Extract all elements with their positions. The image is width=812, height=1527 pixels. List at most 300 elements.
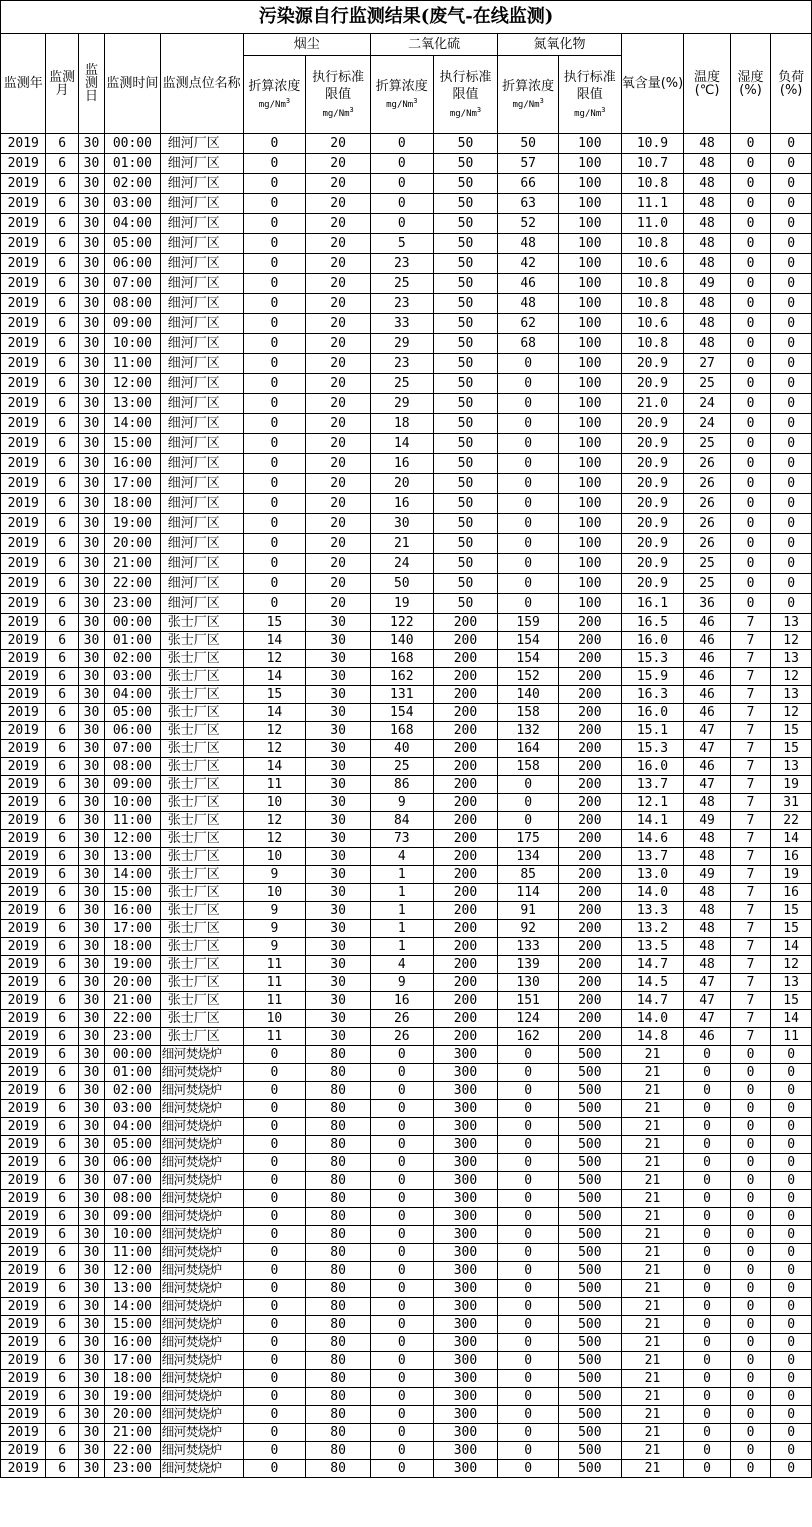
cell-dust-conc: 14 <box>243 668 306 686</box>
cell-year: 2019 <box>1 234 46 254</box>
cell-month: 6 <box>46 534 78 554</box>
cell-month: 6 <box>46 794 78 812</box>
table-row <box>1 1370 812 1388</box>
cell-nox-conc: 57 <box>498 154 559 174</box>
cell-day: 30 <box>78 394 104 414</box>
cell-month: 6 <box>46 454 78 474</box>
cell-site: 细河焚烧炉 <box>160 1442 243 1460</box>
cell-site: 细河焚烧炉 <box>160 1244 243 1262</box>
cell-year: 2019 <box>1 1334 46 1352</box>
cell-site: 细河厂区 <box>160 494 243 514</box>
cell-humidity: 0 <box>730 1244 770 1262</box>
cell-nox-limit: 100 <box>558 414 621 434</box>
cell-time: 19:00 <box>105 956 161 974</box>
cell-dust-limit: 30 <box>306 992 371 1010</box>
cell-time: 16:00 <box>105 902 161 920</box>
cell-dust-conc: 10 <box>243 884 306 902</box>
cell-year: 2019 <box>1 704 46 722</box>
cell-load: 13 <box>771 974 812 992</box>
cell-site: 张士厂区 <box>160 938 243 956</box>
cell-so2-limit: 300 <box>433 1208 498 1226</box>
group-dust: 烟尘 <box>243 34 370 56</box>
cell-day: 30 <box>78 154 104 174</box>
cell-year: 2019 <box>1 294 46 314</box>
cell-so2-limit: 200 <box>433 1028 498 1046</box>
cell-load: 11 <box>771 1028 812 1046</box>
cell-day: 30 <box>78 594 104 614</box>
cell-oxygen: 15.3 <box>621 740 684 758</box>
col-oxygen: 氧含量(%) <box>621 34 684 134</box>
cell-so2-conc: 18 <box>370 414 433 434</box>
cell-day: 30 <box>78 758 104 776</box>
cell-nox-conc: 134 <box>498 848 559 866</box>
cell-so2-limit: 300 <box>433 1424 498 1442</box>
cell-dust-limit: 80 <box>306 1388 371 1406</box>
cell-dust-conc: 14 <box>243 632 306 650</box>
cell-so2-limit: 200 <box>433 974 498 992</box>
cell-year: 2019 <box>1 374 46 394</box>
cell-dust-conc: 12 <box>243 812 306 830</box>
cell-nox-limit: 500 <box>558 1298 621 1316</box>
cell-load: 0 <box>771 1208 812 1226</box>
cell-humidity: 0 <box>730 1316 770 1334</box>
cell-temperature: 0 <box>684 1172 731 1190</box>
cell-temperature: 48 <box>684 848 731 866</box>
cell-humidity: 0 <box>730 574 770 594</box>
cell-dust-limit: 30 <box>306 632 371 650</box>
cell-time: 17:00 <box>105 920 161 938</box>
cell-year: 2019 <box>1 848 46 866</box>
cell-site: 细河焚烧炉 <box>160 1208 243 1226</box>
cell-so2-limit: 200 <box>433 614 498 632</box>
table-row <box>1 1352 812 1370</box>
cell-dust-limit: 30 <box>306 794 371 812</box>
cell-oxygen: 21 <box>621 1064 684 1082</box>
cell-so2-conc: 4 <box>370 956 433 974</box>
cell-year: 2019 <box>1 254 46 274</box>
cell-dust-conc: 0 <box>243 1262 306 1280</box>
cell-nox-limit: 500 <box>558 1064 621 1082</box>
cell-temperature: 48 <box>684 314 731 334</box>
cell-so2-limit: 300 <box>433 1460 498 1478</box>
cell-dust-conc: 0 <box>243 1046 306 1064</box>
table-row <box>1 274 812 294</box>
cell-oxygen: 20.9 <box>621 494 684 514</box>
cell-temperature: 47 <box>684 1010 731 1028</box>
cell-nox-conc: 0 <box>498 794 559 812</box>
cell-day: 30 <box>78 494 104 514</box>
cell-dust-conc: 9 <box>243 938 306 956</box>
cell-oxygen: 10.9 <box>621 134 684 154</box>
cell-so2-limit: 200 <box>433 704 498 722</box>
cell-time: 07:00 <box>105 740 161 758</box>
cell-year: 2019 <box>1 740 46 758</box>
cell-month: 6 <box>46 848 78 866</box>
cell-humidity: 0 <box>730 234 770 254</box>
table-row <box>1 254 812 274</box>
cell-so2-limit: 200 <box>433 632 498 650</box>
cell-load: 0 <box>771 1298 812 1316</box>
cell-nox-conc: 0 <box>498 1100 559 1118</box>
cell-temperature: 48 <box>684 920 731 938</box>
cell-year: 2019 <box>1 974 46 992</box>
cell-nox-limit: 200 <box>558 992 621 1010</box>
cell-dust-limit: 30 <box>306 812 371 830</box>
cell-oxygen: 21.0 <box>621 394 684 414</box>
cell-load: 0 <box>771 1316 812 1334</box>
cell-so2-limit: 50 <box>433 374 498 394</box>
cell-so2-conc: 23 <box>370 294 433 314</box>
cell-day: 30 <box>78 354 104 374</box>
cell-time: 03:00 <box>105 194 161 214</box>
cell-dust-conc: 0 <box>243 414 306 434</box>
cell-so2-limit: 300 <box>433 1244 498 1262</box>
table-row <box>1 134 812 154</box>
cell-year: 2019 <box>1 1082 46 1100</box>
cell-nox-conc: 0 <box>498 554 559 574</box>
table-row <box>1 1082 812 1100</box>
cell-day: 30 <box>78 1262 104 1280</box>
cell-so2-conc: 0 <box>370 1442 433 1460</box>
cell-year: 2019 <box>1 1226 46 1244</box>
cell-dust-limit: 30 <box>306 920 371 938</box>
cell-site: 细河焚烧炉 <box>160 1046 243 1064</box>
table-row <box>1 992 812 1010</box>
cell-temperature: 0 <box>684 1262 731 1280</box>
cell-year: 2019 <box>1 574 46 594</box>
cell-dust-limit: 20 <box>306 454 371 474</box>
cell-nox-limit: 100 <box>558 394 621 414</box>
table-row <box>1 722 812 740</box>
cell-temperature: 0 <box>684 1226 731 1244</box>
cell-so2-limit: 200 <box>433 776 498 794</box>
cell-load: 0 <box>771 254 812 274</box>
cell-nox-limit: 100 <box>558 234 621 254</box>
cell-load: 0 <box>771 494 812 514</box>
cell-nox-limit: 200 <box>558 1010 621 1028</box>
cell-nox-limit: 500 <box>558 1118 621 1136</box>
cell-so2-conc: 0 <box>370 1064 433 1082</box>
cell-load: 0 <box>771 1136 812 1154</box>
cell-nox-limit: 100 <box>558 574 621 594</box>
cell-dust-conc: 10 <box>243 848 306 866</box>
cell-humidity: 0 <box>730 474 770 494</box>
cell-oxygen: 11.0 <box>621 214 684 234</box>
cell-dust-conc: 0 <box>243 1136 306 1154</box>
cell-humidity: 7 <box>730 758 770 776</box>
cell-month: 6 <box>46 668 78 686</box>
cell-site: 细河厂区 <box>160 234 243 254</box>
cell-nox-conc: 0 <box>498 1352 559 1370</box>
cell-so2-conc: 1 <box>370 866 433 884</box>
cell-year: 2019 <box>1 794 46 812</box>
cell-so2-limit: 300 <box>433 1172 498 1190</box>
cell-day: 30 <box>78 938 104 956</box>
cell-temperature: 0 <box>684 1442 731 1460</box>
cell-time: 16:00 <box>105 454 161 474</box>
cell-nox-limit: 500 <box>558 1352 621 1370</box>
cell-humidity: 7 <box>730 614 770 632</box>
cell-so2-conc: 20 <box>370 474 433 494</box>
cell-so2-conc: 0 <box>370 1082 433 1100</box>
cell-nox-limit: 500 <box>558 1334 621 1352</box>
cell-so2-conc: 14 <box>370 434 433 454</box>
cell-dust-conc: 0 <box>243 554 306 574</box>
cell-month: 6 <box>46 1298 78 1316</box>
cell-humidity: 0 <box>730 214 770 234</box>
cell-time: 03:00 <box>105 1100 161 1118</box>
cell-humidity: 0 <box>730 1190 770 1208</box>
cell-day: 30 <box>78 1334 104 1352</box>
cell-temperature: 48 <box>684 902 731 920</box>
cell-time: 07:00 <box>105 1172 161 1190</box>
cell-day: 30 <box>78 974 104 992</box>
cell-time: 20:00 <box>105 1406 161 1424</box>
cell-humidity: 7 <box>730 650 770 668</box>
cell-nox-limit: 500 <box>558 1100 621 1118</box>
cell-month: 6 <box>46 354 78 374</box>
cell-so2-conc: 0 <box>370 1118 433 1136</box>
cell-humidity: 7 <box>730 1028 770 1046</box>
cell-dust-limit: 30 <box>306 614 371 632</box>
cell-so2-conc: 25 <box>370 274 433 294</box>
cell-humidity: 0 <box>730 1154 770 1172</box>
cell-year: 2019 <box>1 956 46 974</box>
cell-time: 01:00 <box>105 1064 161 1082</box>
cell-time: 00:00 <box>105 614 161 632</box>
cell-oxygen: 15.1 <box>621 722 684 740</box>
cell-humidity: 0 <box>730 1334 770 1352</box>
cell-time: 18:00 <box>105 1370 161 1388</box>
cell-dust-limit: 20 <box>306 194 371 214</box>
cell-oxygen: 21 <box>621 1298 684 1316</box>
cell-oxygen: 10.8 <box>621 334 684 354</box>
cell-year: 2019 <box>1 1244 46 1262</box>
table-row <box>1 1064 812 1082</box>
cell-time: 02:00 <box>105 174 161 194</box>
cell-site: 张士厂区 <box>160 902 243 920</box>
cell-month: 6 <box>46 314 78 334</box>
table-row <box>1 1298 812 1316</box>
cell-nox-conc: 0 <box>498 1316 559 1334</box>
cell-humidity: 0 <box>730 1208 770 1226</box>
cell-oxygen: 14.6 <box>621 830 684 848</box>
cell-so2-limit: 50 <box>433 594 498 614</box>
cell-dust-limit: 30 <box>306 902 371 920</box>
cell-nox-conc: 68 <box>498 334 559 354</box>
cell-year: 2019 <box>1 650 46 668</box>
cell-nox-limit: 100 <box>558 214 621 234</box>
cell-temperature: 26 <box>684 514 731 534</box>
cell-year: 2019 <box>1 1262 46 1280</box>
cell-year: 2019 <box>1 722 46 740</box>
cell-load: 13 <box>771 650 812 668</box>
cell-site: 细河焚烧炉 <box>160 1100 243 1118</box>
cell-time: 18:00 <box>105 938 161 956</box>
cell-humidity: 7 <box>730 794 770 812</box>
cell-dust-limit: 20 <box>306 394 371 414</box>
cell-dust-limit: 20 <box>306 554 371 574</box>
cell-load: 0 <box>771 1406 812 1424</box>
cell-load: 0 <box>771 234 812 254</box>
cell-oxygen: 21 <box>621 1442 684 1460</box>
cell-so2-limit: 50 <box>433 554 498 574</box>
cell-oxygen: 20.9 <box>621 474 684 494</box>
cell-year: 2019 <box>1 274 46 294</box>
cell-dust-conc: 0 <box>243 234 306 254</box>
cell-nox-conc: 139 <box>498 956 559 974</box>
cell-load: 0 <box>771 154 812 174</box>
cell-load: 15 <box>771 902 812 920</box>
cell-dust-conc: 12 <box>243 650 306 668</box>
cell-temperature: 48 <box>684 334 731 354</box>
table-row <box>1 884 812 902</box>
cell-oxygen: 10.8 <box>621 174 684 194</box>
cell-site: 细河厂区 <box>160 274 243 294</box>
cell-nox-limit: 500 <box>558 1316 621 1334</box>
cell-nox-conc: 154 <box>498 632 559 650</box>
cell-site: 细河厂区 <box>160 254 243 274</box>
table-row <box>1 632 812 650</box>
cell-site: 细河厂区 <box>160 134 243 154</box>
so2-conc-header: 折算浓度 mg/Nm$^3$ <box>370 56 433 134</box>
cell-day: 30 <box>78 314 104 334</box>
cell-nox-limit: 500 <box>558 1424 621 1442</box>
cell-nox-limit: 500 <box>558 1226 621 1244</box>
cell-so2-limit: 50 <box>433 274 498 294</box>
cell-nox-limit: 200 <box>558 794 621 812</box>
cell-nox-conc: 0 <box>498 374 559 394</box>
cell-nox-limit: 200 <box>558 848 621 866</box>
cell-time: 12:00 <box>105 830 161 848</box>
cell-humidity: 7 <box>730 866 770 884</box>
cell-day: 30 <box>78 514 104 534</box>
cell-month: 6 <box>46 1028 78 1046</box>
cell-day: 30 <box>78 1460 104 1478</box>
cell-dust-conc: 0 <box>243 1352 306 1370</box>
cell-dust-limit: 20 <box>306 594 371 614</box>
cell-humidity: 7 <box>730 668 770 686</box>
cell-month: 6 <box>46 1442 78 1460</box>
cell-dust-conc: 15 <box>243 686 306 704</box>
cell-time: 03:00 <box>105 668 161 686</box>
cell-humidity: 0 <box>730 1442 770 1460</box>
cell-nox-limit: 200 <box>558 938 621 956</box>
table-row <box>1 294 812 314</box>
cell-site: 张士厂区 <box>160 632 243 650</box>
cell-site: 细河厂区 <box>160 194 243 214</box>
cell-site: 张士厂区 <box>160 866 243 884</box>
col-day: 监测日 <box>78 34 104 134</box>
cell-site: 张士厂区 <box>160 704 243 722</box>
table-row <box>1 1244 812 1262</box>
cell-so2-conc: 140 <box>370 632 433 650</box>
cell-so2-limit: 300 <box>433 1190 498 1208</box>
cell-month: 6 <box>46 1190 78 1208</box>
cell-humidity: 0 <box>730 1082 770 1100</box>
cell-load: 0 <box>771 294 812 314</box>
cell-oxygen: 11.1 <box>621 194 684 214</box>
cell-so2-conc: 23 <box>370 354 433 374</box>
cell-nox-conc: 130 <box>498 974 559 992</box>
cell-day: 30 <box>78 776 104 794</box>
cell-nox-conc: 0 <box>498 812 559 830</box>
cell-temperature: 48 <box>684 830 731 848</box>
cell-dust-limit: 80 <box>306 1334 371 1352</box>
table-row <box>1 174 812 194</box>
cell-load: 0 <box>771 554 812 574</box>
cell-so2-limit: 50 <box>433 394 498 414</box>
cell-dust-limit: 80 <box>306 1244 371 1262</box>
cell-day: 30 <box>78 848 104 866</box>
cell-site: 张士厂区 <box>160 974 243 992</box>
cell-year: 2019 <box>1 494 46 514</box>
cell-time: 20:00 <box>105 534 161 554</box>
cell-oxygen: 21 <box>621 1262 684 1280</box>
cell-nox-conc: 0 <box>498 1046 559 1064</box>
cell-temperature: 26 <box>684 454 731 474</box>
cell-humidity: 7 <box>730 830 770 848</box>
table-row <box>1 334 812 354</box>
cell-humidity: 0 <box>730 1406 770 1424</box>
cell-nox-conc: 158 <box>498 704 559 722</box>
cell-month: 6 <box>46 1280 78 1298</box>
cell-load: 0 <box>771 1460 812 1478</box>
cell-month: 6 <box>46 1262 78 1280</box>
cell-dust-limit: 80 <box>306 1064 371 1082</box>
cell-dust-conc: 0 <box>243 214 306 234</box>
cell-so2-limit: 50 <box>433 254 498 274</box>
cell-nox-limit: 200 <box>558 920 621 938</box>
table-row <box>1 1388 812 1406</box>
cell-month: 6 <box>46 1244 78 1262</box>
cell-nox-conc: 151 <box>498 992 559 1010</box>
col-site: 监测点位名称 <box>160 34 243 134</box>
cell-so2-limit: 50 <box>433 474 498 494</box>
cell-site: 细河厂区 <box>160 214 243 234</box>
cell-oxygen: 21 <box>621 1226 684 1244</box>
cell-day: 30 <box>78 174 104 194</box>
cell-load: 0 <box>771 314 812 334</box>
cell-day: 30 <box>78 1100 104 1118</box>
cell-temperature: 48 <box>684 154 731 174</box>
cell-time: 15:00 <box>105 434 161 454</box>
cell-dust-limit: 20 <box>306 414 371 434</box>
cell-time: 15:00 <box>105 1316 161 1334</box>
cell-load: 12 <box>771 632 812 650</box>
cell-load: 0 <box>771 1172 812 1190</box>
cell-nox-limit: 500 <box>558 1172 621 1190</box>
cell-year: 2019 <box>1 830 46 848</box>
cell-day: 30 <box>78 866 104 884</box>
cell-so2-conc: 0 <box>370 134 433 154</box>
cell-so2-limit: 200 <box>433 992 498 1010</box>
cell-humidity: 0 <box>730 374 770 394</box>
cell-site: 细河厂区 <box>160 294 243 314</box>
cell-month: 6 <box>46 174 78 194</box>
table-row <box>1 1208 812 1226</box>
cell-day: 30 <box>78 830 104 848</box>
cell-dust-conc: 0 <box>243 1316 306 1334</box>
cell-dust-limit: 80 <box>306 1442 371 1460</box>
cell-load: 0 <box>771 1064 812 1082</box>
cell-humidity: 0 <box>730 554 770 574</box>
cell-oxygen: 20.9 <box>621 514 684 534</box>
cell-oxygen: 21 <box>621 1136 684 1154</box>
cell-dust-conc: 0 <box>243 1298 306 1316</box>
cell-nox-conc: 0 <box>498 776 559 794</box>
cell-temperature: 47 <box>684 974 731 992</box>
